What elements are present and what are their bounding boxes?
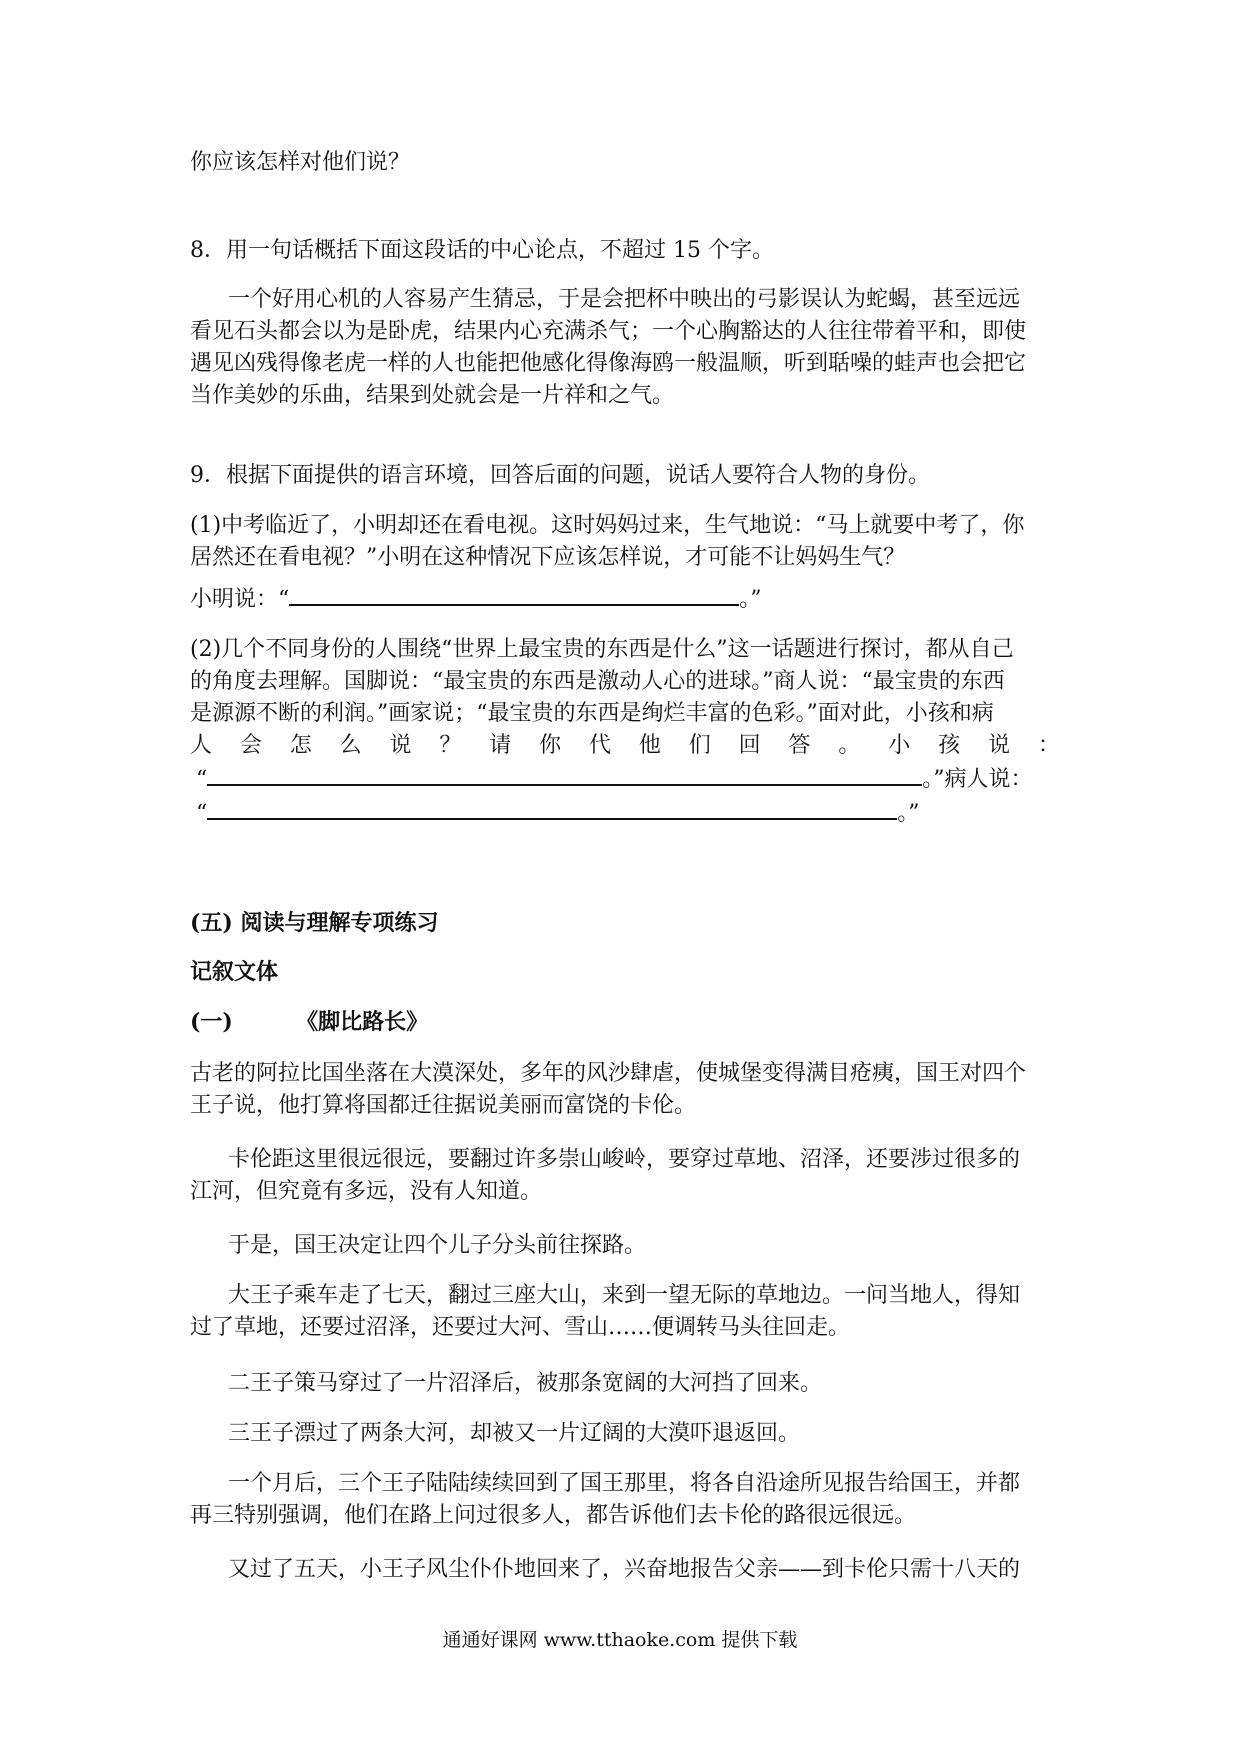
story-paragraph (190, 1554, 1060, 1586)
part2-sick-answer-line (190, 796, 1060, 830)
answer-prefix: 小明说：“ (190, 587, 290, 612)
spread-char: 人 (190, 733, 213, 758)
sick-person-answer-blank[interactable] (207, 796, 897, 820)
part2-line: 的角度去理解。国脚说：“最宝贵的东西是激动人心的进球。”商人说：“最宝贵的东西 (190, 669, 1005, 694)
passage-line: 看见石头都会以为是卧虎，结果内心充满杀气；一个心胸豁达的人往往带着平和，即使 (190, 319, 1027, 344)
spread-char: 孩 (938, 733, 961, 758)
paragraph-line: 王子说，他打算将国都迁往据说美丽而富饶的卡伦。 (190, 1093, 697, 1118)
answer-suffix: 。” (739, 587, 762, 612)
paragraph-line: 于是，国王决定让四个儿子分头前往探路。 (228, 1233, 647, 1258)
child-answer-blank[interactable] (207, 762, 922, 786)
section5-title: (五) 阅读与理解专项练习 (190, 910, 439, 936)
q8-question: 8．用一句话概括下面这段话的中心论点，不超过 15 个字。 (190, 238, 774, 263)
part2-line: 是源源不断的利润。”画家说；“最宝贵的东西是绚烂丰富的色彩。”面对此，小孩和病 (190, 701, 994, 726)
story-title: 《脚比路长》 (296, 1009, 429, 1035)
story-number: (一) (190, 1009, 233, 1035)
spread-char: ？ (439, 733, 462, 758)
passage-line: 一个好用心机的人容易产生猜忌，于是会把杯中映出的弓影误认为蛇蝎，甚至远远 (228, 287, 1021, 312)
story-paragraph (190, 1230, 1060, 1262)
part1-line: 居然还在看电视？”小明在这种情况下应该怎样说，才可能不让妈妈生气？ (190, 545, 906, 570)
sick-person-label: 。”病人说： (922, 767, 1033, 792)
paragraph-line: 一个月后，三个王子陆陆续续回到了国王那里，将各自沿途所见报告给国王，并都 (228, 1471, 1021, 1496)
paragraph-line: 卡伦距这里很远很远，要翻过许多崇山峻岭，要穿过草地、沼泽，还要涉过很多的 (228, 1147, 1021, 1172)
paragraph-line: 大王子乘车走了七天，翻过三座大山，来到一望无际的草地边。一问当地人，得知 (228, 1283, 1021, 1308)
part2-line: (2)几个不同身份的人围绕“世界上最宝贵的东西是什么”这一话题进行探讨，都从自己 (190, 637, 1014, 662)
q9-part1-answer (190, 582, 1060, 616)
quote-open: “ (196, 767, 208, 792)
story-paragraph (190, 1368, 1060, 1400)
q7-tail-text: 你应该怎样对他们说？ (190, 150, 411, 175)
story-paragraph (190, 1058, 1060, 1122)
paragraph-line: 再三特别强调，他们在路上问过很多人，都告诉他们去卡伦的路很远很远。 (190, 1503, 917, 1528)
xiaoming-answer-blank[interactable] (289, 582, 739, 606)
part2-spread-line (190, 730, 1060, 762)
spread-char: 请 (489, 733, 512, 758)
page-footer: 通通好课网 www.tthaoke.com 提供下载 (442, 1629, 798, 1651)
spread-char: 他 (638, 733, 661, 758)
story-paragraph (190, 1144, 1060, 1208)
spread-char: 说 (988, 733, 1011, 758)
part1-line: (1)中考临近了，小明却还在看电视。这时妈妈过来，生气地说：“马上就要中考了，你 (190, 513, 1025, 538)
genre-title: 记叙文体 (190, 959, 279, 985)
passage-line: 遇见凶残得像老虎一样的人也能把他感化得像海鸥一般温顺，听到聒噪的蛙声也会把它 (190, 351, 1027, 376)
spread-char: 说 (389, 733, 412, 758)
q9-part2 (190, 634, 1060, 830)
spread-char: 。 (838, 733, 861, 758)
spread-char: 们 (688, 733, 711, 758)
story-paragraph (190, 1418, 1060, 1450)
q9-part1 (190, 510, 1060, 574)
paragraph-line: 过了草地，还要过沼泽，还要过大河、雪山……便调转马头往回走。 (190, 1315, 851, 1340)
paragraph-line: 古老的阿拉比国坐落在大漠深处，多年的风沙肆虐，使城堡变得满目疮痍，国王对四个 (190, 1061, 1027, 1086)
spread-char: 回 (738, 733, 761, 758)
paragraph-line: 三王子漂过了两条大河，却被又一片辽阔的大漠吓退返回。 (228, 1421, 801, 1446)
story-paragraph (190, 1280, 1060, 1344)
spread-char: 么 (339, 733, 362, 758)
q8-passage (190, 284, 1060, 412)
passage-line: 当作美妙的乐曲，结果到处就会是一片祥和之气。 (190, 383, 675, 408)
quote-open: “ (196, 801, 208, 826)
paragraph-line: 二王子策马穿过了一片沼泽后，被那条宽阔的大河挡了回来。 (228, 1371, 823, 1396)
story-paragraph (190, 1468, 1060, 1532)
part2-child-answer-line (190, 762, 1060, 796)
spread-char: 答 (788, 733, 811, 758)
q9-question: 9．根据下面提供的语言环境，回答后面的问题，说话人要符合人物的身份。 (190, 463, 930, 488)
paragraph-line: 江河，但究竟有多远，没有人知道。 (190, 1179, 543, 1204)
spread-char: 小 (888, 733, 911, 758)
spread-char: 会 (239, 733, 262, 758)
spread-char: 代 (589, 733, 612, 758)
spread-char: 你 (539, 733, 562, 758)
paragraph-line: 又过了五天，小王子风尘仆仆地回来了，兴奋地报告父亲——到卡伦只需十八天的 (228, 1557, 1021, 1582)
spread-char: 怎 (289, 733, 312, 758)
story-heading (190, 1006, 1060, 1038)
quote-close: 。” (897, 801, 920, 826)
spread-char: ： (1037, 733, 1060, 758)
